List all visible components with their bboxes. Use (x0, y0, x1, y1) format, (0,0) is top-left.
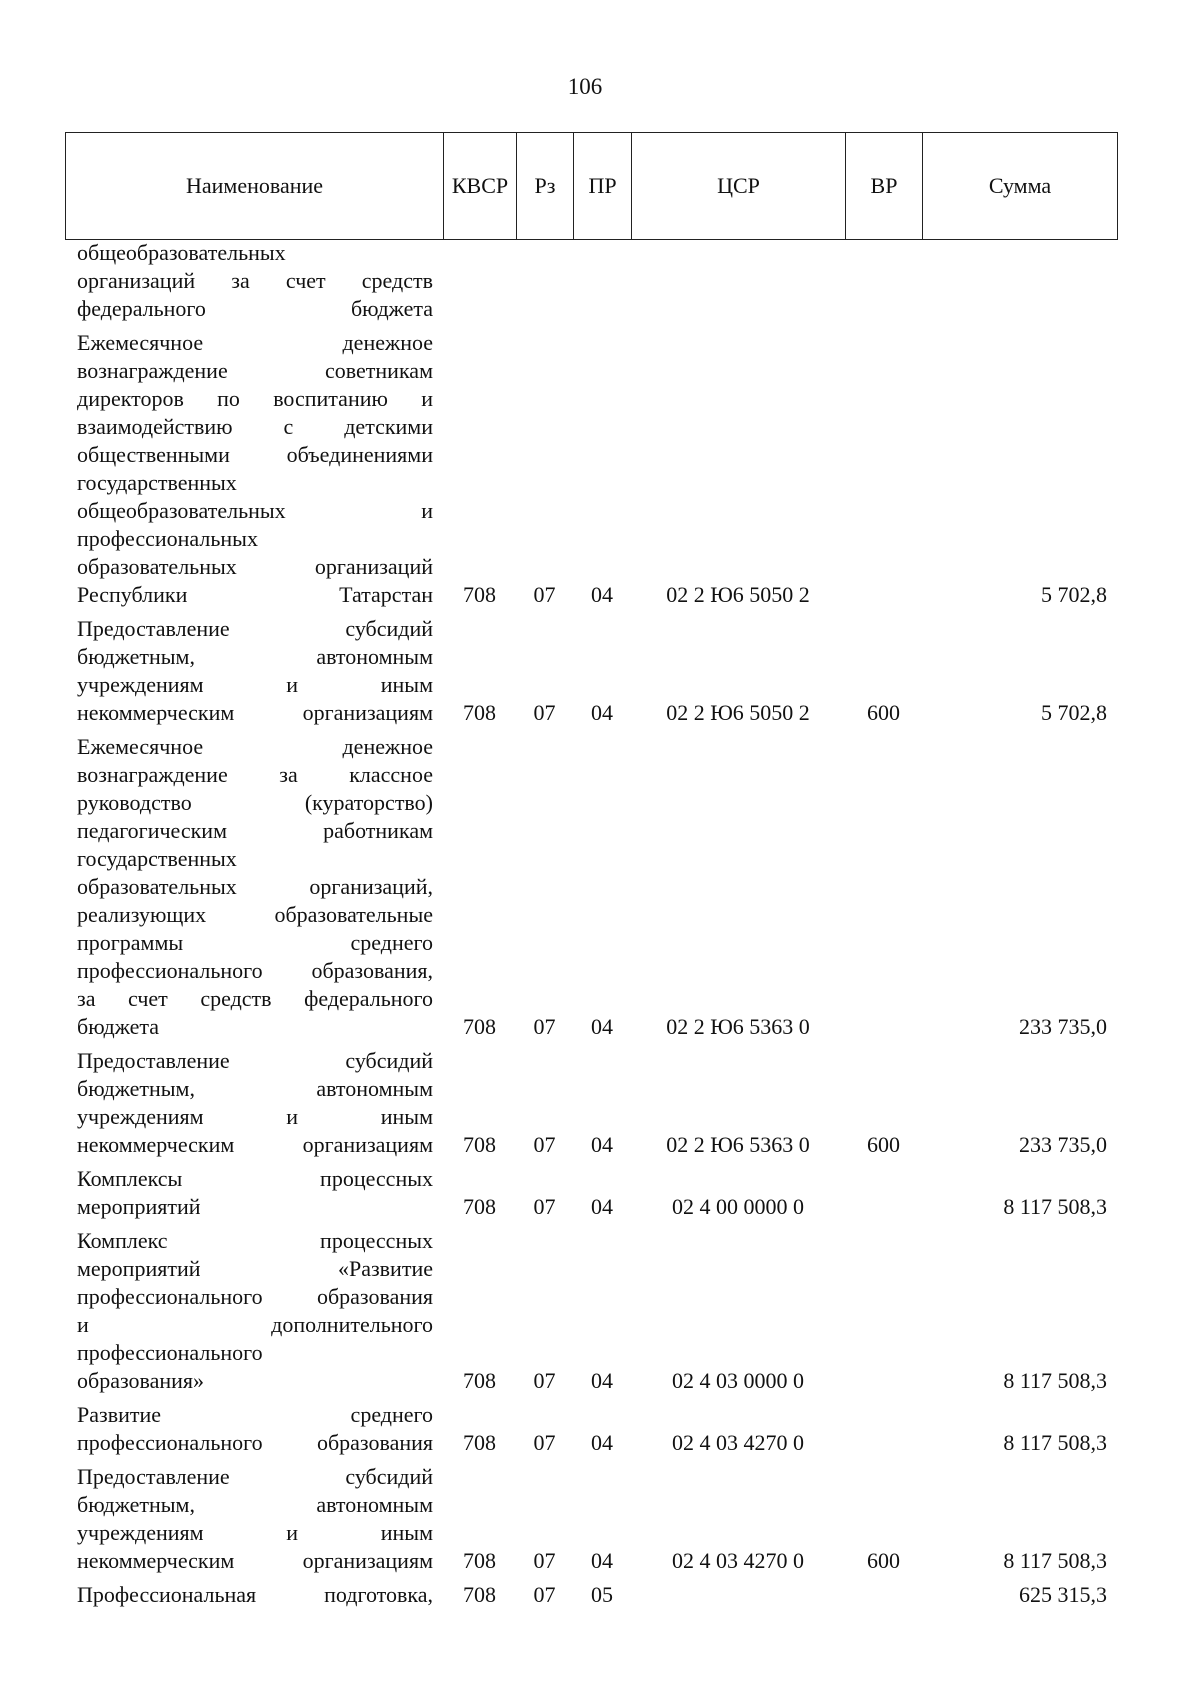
row-name-line: бюджетным, автономным (77, 1492, 433, 1517)
row-name-line: Предоставление субсидий (77, 1048, 433, 1073)
row-name-line: реализующих образовательные (77, 902, 433, 927)
row-vr (845, 733, 922, 1047)
row-name-line: организаций за счет средств (77, 268, 433, 293)
row-name-line: вознаграждение за классное (77, 762, 433, 787)
row-kvsr: 708 (463, 700, 496, 725)
row-name-line: федерального бюджета (77, 296, 433, 321)
row-pr (573, 239, 631, 329)
row-vr (845, 329, 922, 615)
row-name-line: директоров по воспитанию и (77, 386, 433, 411)
row-sum: 233 735,0 (1019, 1132, 1107, 1157)
row-kvsr: 708 (463, 1582, 496, 1607)
row-sum: 233 735,0 (1019, 1014, 1107, 1039)
header-csr: ЦСР (632, 133, 846, 240)
row-vr: 600 (867, 1548, 900, 1573)
row-vr (845, 1401, 922, 1463)
row-sum: 5 702,8 (1041, 582, 1107, 607)
row-kvsr: 708 (463, 1014, 496, 1039)
row-name-line: профессионального образования, (77, 958, 433, 983)
table-row (65, 615, 1117, 733)
row-name (65, 1165, 443, 1227)
row-csr: 02 2 Ю6 5050 2 (666, 700, 810, 725)
row-csr (631, 239, 845, 329)
row-name-line: Развитие среднего (77, 1402, 433, 1427)
row-name (65, 1581, 443, 1615)
table-row (65, 1401, 1117, 1463)
row-name-line: Комплексы процессных (77, 1166, 433, 1191)
table-row (65, 1165, 1117, 1227)
row-name-line: некоммерческим организациям (77, 1132, 433, 1157)
row-name-line: Предоставление субсидий (77, 616, 433, 641)
row-sum (922, 239, 1117, 329)
row-name-line: образовательных организаций, (77, 874, 433, 899)
row-name-line: и дополнительного (77, 1312, 433, 1337)
table-row (65, 1463, 1117, 1581)
row-rz: 07 (533, 582, 556, 607)
row-name (65, 1227, 443, 1401)
row-name (65, 329, 443, 615)
table-header (65, 132, 1118, 240)
row-pr: 04 (591, 1548, 613, 1573)
row-sum: 8 117 508,3 (1003, 1430, 1107, 1455)
row-vr (845, 1581, 922, 1615)
row-pr: 04 (591, 1132, 613, 1157)
row-name (65, 1047, 443, 1165)
row-pr: 04 (591, 1014, 613, 1039)
row-kvsr: 708 (463, 582, 496, 607)
row-rz: 07 (533, 1430, 556, 1455)
row-name-line: программы среднего (77, 930, 433, 955)
row-csr: 02 2 Ю6 5050 2 (666, 582, 810, 607)
header-pr: ПР (574, 133, 632, 240)
row-name-line: мероприятий «Развитие (77, 1256, 433, 1281)
row-pr: 04 (591, 1430, 613, 1455)
row-csr (631, 1581, 845, 1615)
row-csr: 02 4 03 0000 0 (672, 1368, 804, 1393)
row-pr: 04 (591, 582, 613, 607)
row-sum: 8 117 508,3 (1003, 1548, 1107, 1573)
table-row (65, 1047, 1117, 1165)
row-vr (845, 1165, 922, 1227)
row-name-line: Комплекс процессных (77, 1228, 433, 1253)
row-rz: 07 (533, 1548, 556, 1573)
row-name (65, 1463, 443, 1581)
row-name (65, 615, 443, 733)
row-name-line: общественными объединениями (77, 442, 433, 467)
row-name-line: бюджета (77, 1014, 160, 1039)
row-name-line: государственных (77, 846, 237, 871)
row-name (65, 1401, 443, 1463)
table-row (65, 239, 1117, 329)
row-name-line: некоммерческим организациям (77, 1548, 433, 1573)
row-name-line: бюджетным, автономным (77, 1076, 433, 1101)
row-csr: 02 4 00 0000 0 (672, 1194, 804, 1219)
row-sum: 5 702,8 (1041, 700, 1107, 725)
row-csr: 02 2 Ю6 5363 0 (666, 1132, 810, 1157)
row-name-line: образовательных организаций (77, 554, 433, 579)
row-name-line: бюджетным, автономным (77, 644, 433, 669)
row-pr: 05 (591, 1582, 613, 1607)
row-rz: 07 (533, 700, 556, 725)
row-name-line: профессионального образования (77, 1430, 433, 1455)
row-name-line: за счет средств федерального (77, 986, 433, 1011)
row-sum: 8 117 508,3 (1003, 1194, 1107, 1219)
row-csr: 02 2 Ю6 5363 0 (666, 1014, 810, 1039)
header-rz: Рз (517, 133, 574, 240)
row-kvsr (443, 239, 516, 329)
header-name: Наименование (66, 133, 444, 240)
row-vr: 600 (867, 700, 900, 725)
row-name-line: Профессиональная подготовка, (77, 1582, 433, 1607)
row-vr (845, 1227, 922, 1401)
table-row (65, 1227, 1117, 1401)
row-csr: 02 4 03 4270 0 (672, 1430, 804, 1455)
row-rz: 07 (533, 1368, 556, 1393)
header-sum: Сумма (923, 133, 1118, 240)
row-kvsr: 708 (463, 1430, 496, 1455)
page-number: 106 (567, 74, 603, 99)
row-rz: 07 (533, 1582, 556, 1607)
row-name-line: общеобразовательных (77, 240, 286, 265)
row-kvsr: 708 (463, 1194, 496, 1219)
row-name-line: некоммерческим организациям (77, 700, 433, 725)
row-name-line: Предоставление субсидий (77, 1464, 433, 1489)
row-name (65, 239, 443, 329)
row-name-line: профессионального (77, 1340, 263, 1365)
row-name-line: руководство (кураторство) (77, 790, 433, 815)
budget-table (65, 239, 1117, 1615)
row-name-line: государственных (77, 470, 237, 495)
row-rz (516, 239, 573, 329)
row-vr: 600 (867, 1132, 900, 1157)
row-name-line: учреждениям и иным (77, 1520, 433, 1545)
row-name (65, 733, 443, 1047)
table-row (65, 329, 1117, 615)
row-name-line: Республики Татарстан (77, 582, 433, 607)
header-vr: ВР (846, 133, 923, 240)
row-name-line: Ежемесячное денежное (77, 330, 433, 355)
row-rz: 07 (533, 1132, 556, 1157)
row-rz: 07 (533, 1194, 556, 1219)
row-pr: 04 (591, 1194, 613, 1219)
row-name-line: учреждениям и иным (77, 1104, 433, 1129)
row-name-line: профессиональных (77, 526, 258, 551)
row-vr (845, 239, 922, 329)
row-sum: 8 117 508,3 (1003, 1368, 1107, 1393)
row-kvsr: 708 (463, 1548, 496, 1573)
row-name-line: мероприятий (77, 1194, 201, 1219)
row-name-line: профессионального образования (77, 1284, 433, 1309)
row-name-line: образования» (77, 1368, 205, 1393)
row-name-line: Ежемесячное денежное (77, 734, 433, 759)
row-kvsr: 708 (463, 1132, 496, 1157)
row-csr: 02 4 03 4270 0 (672, 1548, 804, 1573)
row-pr: 04 (591, 700, 613, 725)
header-kvsr: КВСР (444, 133, 517, 240)
row-rz: 07 (533, 1014, 556, 1039)
row-name-line: учреждениям и иным (77, 672, 433, 697)
row-kvsr: 708 (463, 1368, 496, 1393)
row-sum: 625 315,3 (1019, 1582, 1107, 1607)
row-name-line: взаимодействию с детскими (77, 414, 433, 439)
row-name-line: педагогическим работникам (77, 818, 433, 843)
row-name-line: общеобразовательных и (77, 498, 433, 523)
table-row (65, 733, 1117, 1047)
table-row (65, 1581, 1117, 1615)
row-pr: 04 (591, 1368, 613, 1393)
row-name-line: вознаграждение советникам (77, 358, 433, 383)
